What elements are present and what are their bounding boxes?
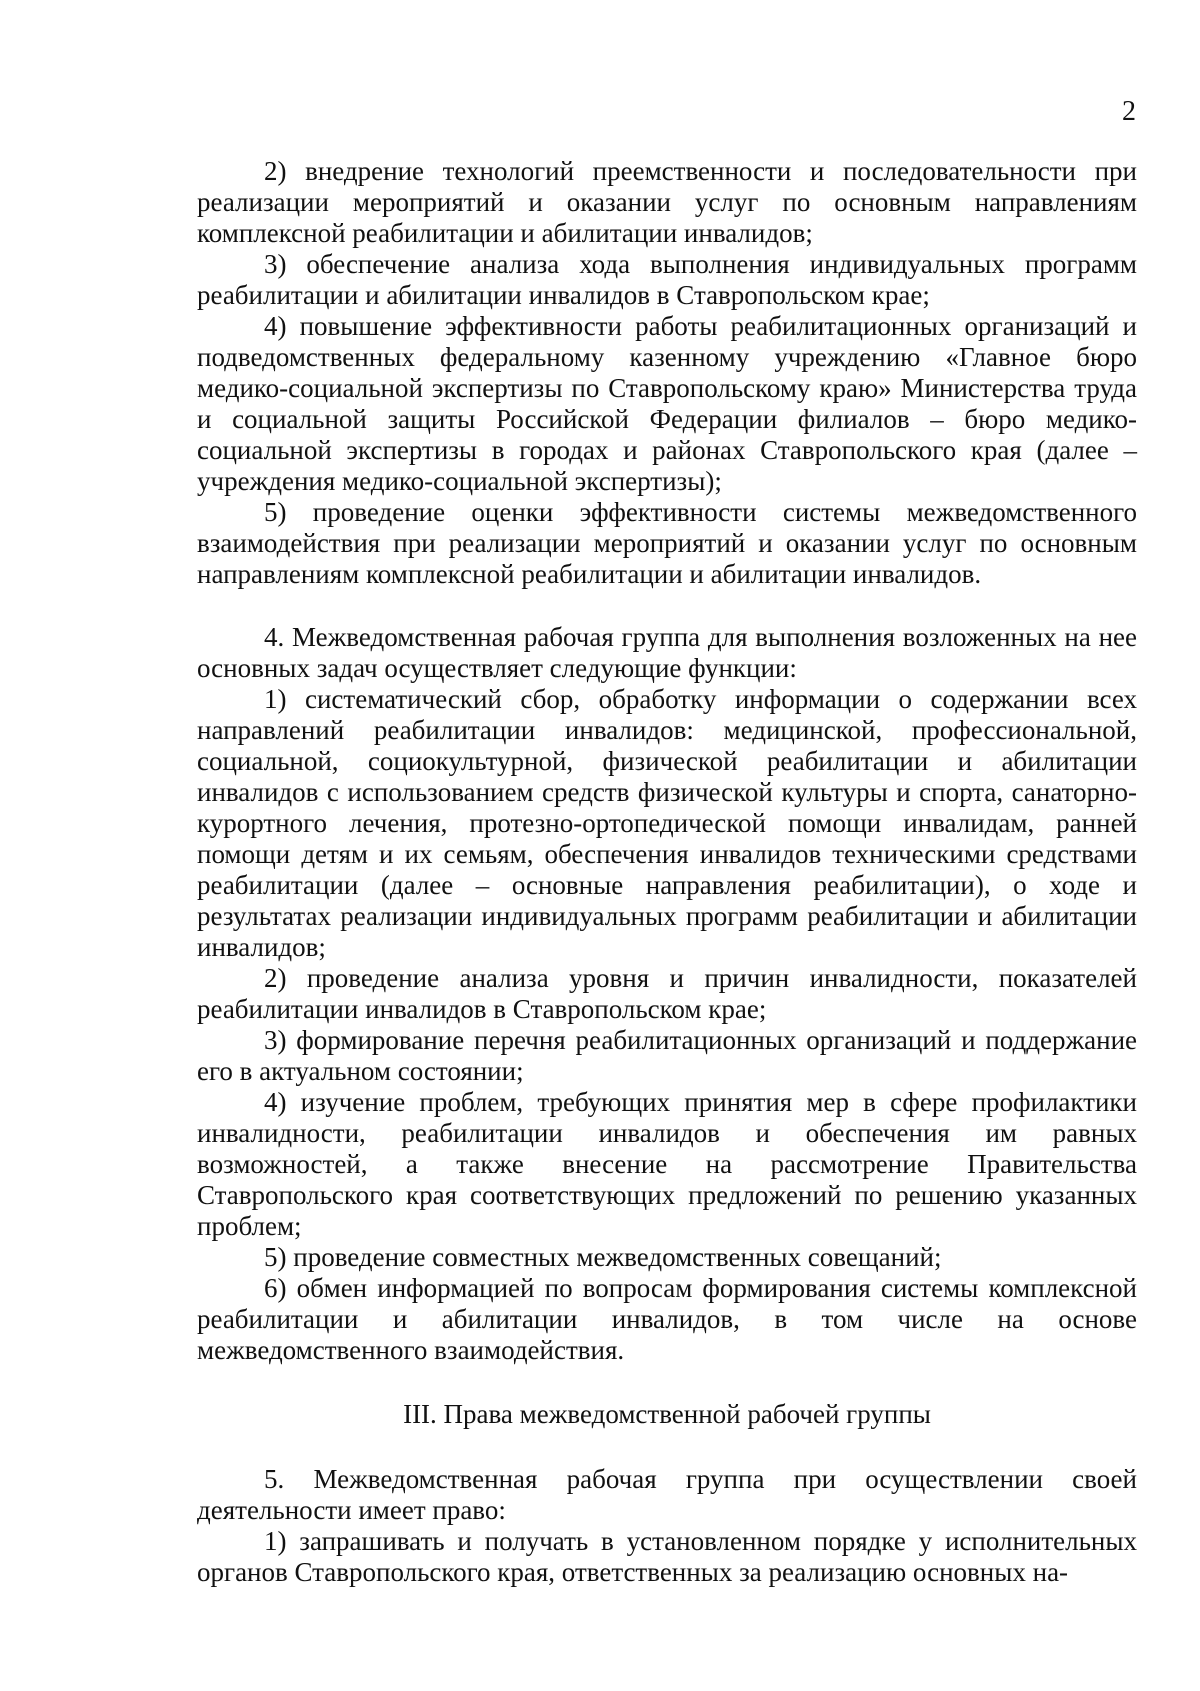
paragraph: 4) изучение проблем, требующих принятия мер в сфере профилактики инвалидности, реабилитации инвалидов и обеспечения им равных возможностей, а также внесение на рассмотрение Правительства Ставропольского края соответствующих предложений по решению указанных проблем; [197,1087,1137,1241]
paragraph: 3) формирование перечня реабилитационных организаций и поддержание его в актуальном состоянии; [197,1025,1137,1086]
paragraph: 3) обеспечение анализа хода выполнения индивидуальных программ реабилитации и абилитации инвалидов в Ставропольском крае; [197,249,1137,310]
document-body [197,156,1137,1588]
page-number: 2 [1122,96,1136,127]
paragraph: 4. Межведомственная рабочая группа для выполнения возложенных на нее основных задач осуществляет следующие функции: [197,622,1137,683]
paragraph: 5. Межведомственная рабочая группа при осуществлении своей деятельности имеет право: [197,1464,1137,1525]
paragraph: 2) проведение анализа уровня и причин инвалидности, показателей реабилитации инвалидов в Ставропольском крае; [197,963,1137,1024]
paragraph: 5) проведение совместных межведомственных совещаний; [264,1242,942,1272]
section-heading: III. Права межведомственной рабочей группы [403,1399,931,1429]
paragraph: 2) внедрение технологий преемственности и последовательности при реализации мероприятий и оказании услуг по основным направлениям комплексной реабилитации и абилитации инвалидов; [197,156,1137,248]
paragraph: 1) запрашивать и получать в установленном порядке у исполнительных органов Ставропольского края, ответственных за реализацию основных на- [197,1526,1137,1587]
paragraph: 5) проведение оценки эффективности системы межведомственного взаимодействия при реализации мероприятий и оказании услуг по основным направлениям комплексной реабилитации и абилитации инвалидов. [197,497,1137,589]
paragraph: 4) повышение эффективности работы реабилитационных организаций и подведомственных федеральному казенному учреждению «Главное бюро медико-социальной экспертизы по Ставропольскому краю» Министерства труда и социальной защиты Российской Федерации филиалов – бюро медико-социальной экспертизы в городах и районах Ставропольского края (далее – учреждения медико-социальной экспертизы); [197,311,1137,496]
paragraph: 6) обмен информацией по вопросам формирования системы комплексной реабилитации и абилитации инвалидов, в том числе на основе межведомственного взаимодействия. [197,1273,1137,1365]
paragraph: 1) систематический сбор, обработку информации о содержании всех направлений реабилитации инвалидов: медицинской, профессиональной, социальной, социокультурной, физической реабилитации и абилитации инвалидов с использованием средств физической культуры и спорта, санаторно-курортного лечения, протезно-ортопедической помощи инвалидам, ранней помощи детям и их семьям, обеспечения инвалидов техническими средствами реабилитации (далее – основные направления реабилитации), о ходе и результатах реализации индивидуальных программ реабилитации и абилитации инвалидов; [197,684,1137,962]
